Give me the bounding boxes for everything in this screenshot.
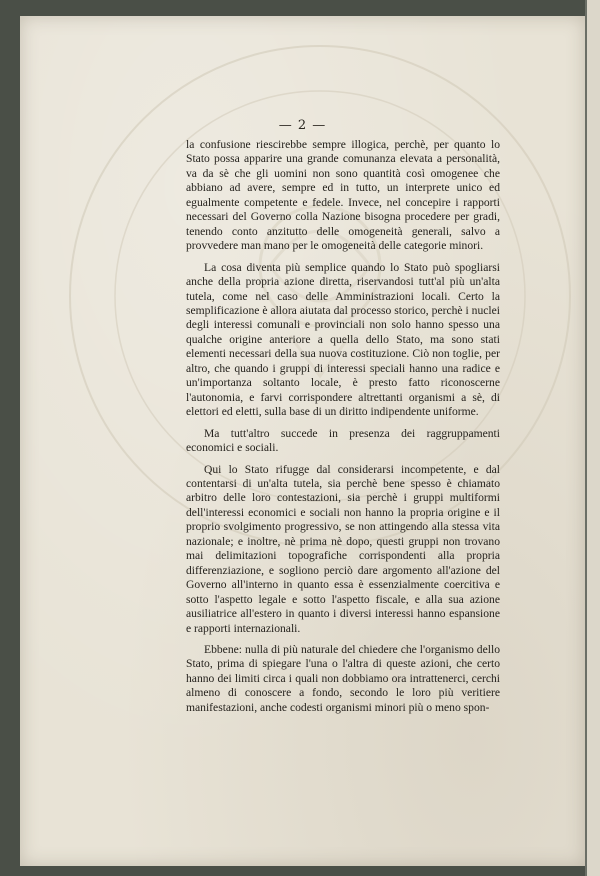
page-number: — 2 — <box>278 118 327 133</box>
paragraph: la confusione riescirebbe sempre illogica, perchè, per quanto lo Stato possa apparire una grande comunanza elevata a personalità, va da sè che gli uomini non sono quantità così omogenee che abbiano ad avere, sempre ed in tutto, un interprete unico ed egualmente competente e fedele. Invece, nel concepire i rapporti necessari del Governo colla Nazione bisogna procedere per gradi, tenendo conto anzitutto delle omogeneità generali, salvo a provvedere man mano per le omogeneità delle categorie minori. <box>186 138 500 253</box>
paragraph: Ebbene: nulla di più naturale del chiedere che l'organismo dello Stato, prima di spiegare l'una o l'altra di queste azioni, che certo hanno dei limiti circa i quali non dobbiamo ora intrattenerci, cerchi almeno di conoscere a fondo, secondo le loro più veritiere manifestazioni, anche codesti organismi minori più o meno spon- <box>186 642 500 714</box>
adjacent-page-edge <box>585 0 600 876</box>
paper-sheet <box>20 16 585 866</box>
body-text <box>186 138 500 722</box>
paragraph: La cosa diventa più semplice quando lo Stato può spogliarsi anche della propria azione diretta, riservandosi tutt'al più un'alta tutela, come nel caso delle Amministrazioni locali. Certo la semplificazione è allora aiutata dal processo storico, perchè i nuclei degli interessi comunali e provinciali non solo hanno spesso una qualche origine anteriore a quella dello Stato, ma sono stati elementi necessari della sua nuova costituzione. Ciò non toglie, per altro, che quando i gruppi di interessi speciali hanno una radice e un'importanza soltanto locale, è presto fatto riconoscerne l'autonomia, e farvi corrispondere altrettanti organismi a sè, di elettori ed eletti, sulla base di un diritto indipendente uniforme. <box>186 260 500 419</box>
paragraph: Ma tutt'altro succede in presenza dei raggruppamenti economici e sociali. <box>186 426 500 455</box>
paragraph: Qui lo Stato rifugge dal considerarsi incompetente, e dal contentarsi di un'alta tutela, sia perchè bene spesso è chiamato arbitro delle loro contestazioni, sia perchè i gruppi multiformi dell'interessi economici e sociali non hanno la propria origine e il proprio svolgimento progressivo, se non attingendo alla stessa vita nazionale; e inoltre, nè prima nè dopo, questi gruppi non trovano mai delimitazioni topografiche corrispondenti alla propria differenziazione, e sogliono perciò dare argomento all'azione del Governo all'interno in quanto essa è essenzialmente coercitiva e sotto l'aspetto legale e sotto l'aspetto fiscale, e alla sua azione ausiliatrice all'estero in quanto i diversi interessi hanno espansione e rapporti internazionali. <box>186 462 500 635</box>
